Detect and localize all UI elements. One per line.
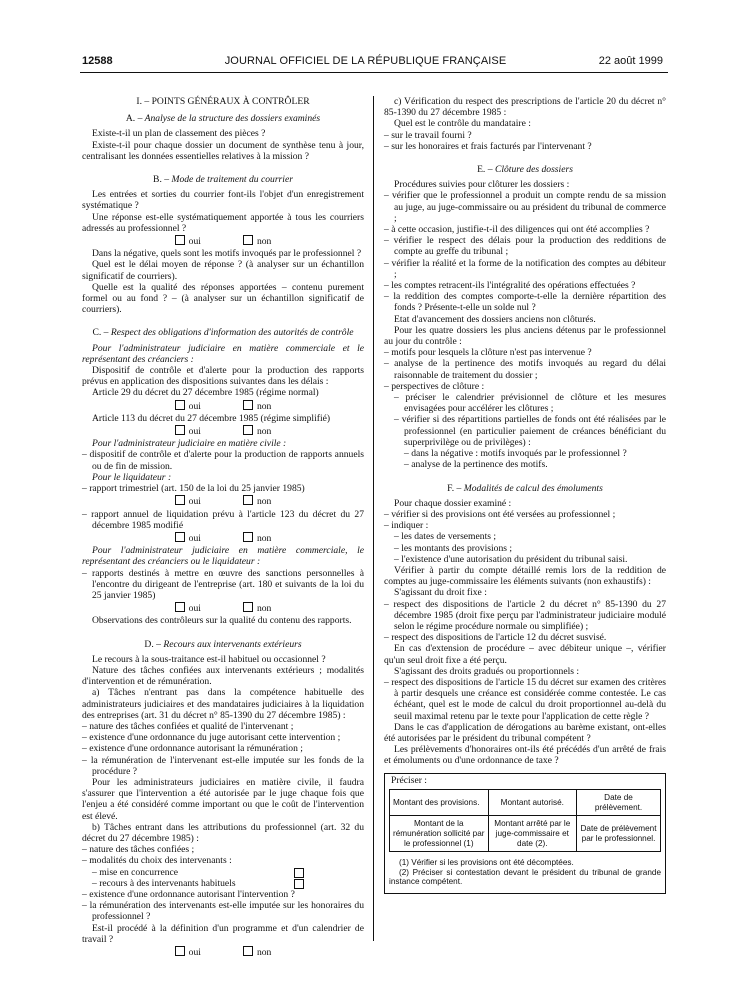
checkbox-oui[interactable] (175, 602, 185, 612)
list-item: – rapport trimestriel (art. 150 de la loi du 25 janvier 1985) (82, 483, 305, 495)
paragraph: S'agissant des droits gradués ou proportionnels : (394, 665, 580, 677)
list-item: – l'existence d'une autorisation du président du tribunal saisi. (394, 553, 628, 565)
page-number: 12588 (82, 55, 113, 67)
subheading: Pour l'administrateur judiciaire en matière civile : (92, 438, 287, 450)
table-cell: Date de prélèvement par le professionnel. (577, 816, 661, 852)
paragraph: Etat d'avancement des dossiers anciens non clôturés. (394, 313, 596, 325)
paragraph: Est-il procédé à la définition d'un programme et d'un calendrier de travail ? (82, 922, 364, 945)
section-heading: I. – POINTS GÉNÉRAUX À CONTRÔLER (136, 96, 310, 107)
list-item: – motifs pour lesquels la clôture n'est pas intervenue ? (384, 347, 592, 359)
list-item: – les montants des provisions ; (394, 542, 513, 554)
paragraph: Procédures suivies pour clôturer les dossiers : (394, 179, 570, 191)
paragraph: Existe-t-il pour chaque dossier un document de synthèse tenu à jour, centralisant les données essentielles relatives à la mission ? (82, 139, 364, 162)
paragraph: Article 113 du décret du 27 décembre 1985 (régime simplifié) (92, 412, 331, 424)
oui-non-checkboxes: oui non (82, 495, 364, 507)
section-d-heading: D. – Recours aux intervenants extérieurs (144, 638, 302, 650)
page-header (0, 55, 731, 71)
paragraph: Vérifier à partir du compte détaillé remis lors de la reddition de comptes au juge-commissaire les éléments suivants (non exhaustifs) : (384, 564, 666, 588)
paragraph: Pour chaque dossier examiné : (394, 497, 512, 509)
list-item: – la reddition des comptes comporte-t-elle la dernière répartition des fonds ? Présente-t-elle un solde nul ? (384, 291, 666, 314)
issue-date: 22 août 1999 (598, 55, 663, 67)
checkbox-habituels[interactable] (294, 879, 304, 889)
list-item: – rapports destinés à mettre en œuvre des sanctions personnelles à l'encontre du dirigeant de l'entreprise (art. 180 et suivants de la loi du 25 janvier 1985) (82, 567, 364, 601)
checkbox-non[interactable] (243, 235, 253, 245)
paragraph: Quel est le délai moyen de réponse ? (à analyser sur un échantillon significatif de courriers). (82, 259, 364, 282)
list-item: – recours à des intervenants habituels (82, 878, 364, 889)
list-item: – respect des dispositions de l'article 12 du décret susvisé. (384, 632, 607, 644)
paragraph: Quel est le contrôle du mandataire : (394, 118, 531, 130)
paragraph: Le recours à la sous-traitance est-il habituel ou occasionnel ? (92, 653, 326, 665)
list-item: – sur le travail fourni ? (384, 129, 472, 141)
list-item: – les comptes retracent-ils l'intégralité des opérations effectuées ? (384, 280, 636, 292)
checkbox-oui[interactable] (175, 235, 185, 245)
section-a-heading: A. – Analyse de la structure des dossiers examinés (125, 113, 321, 125)
table-cell: Montant autorisé. (488, 790, 577, 816)
paragraph: En cas d'extension de procédure – avec débiteur unique –, vérifier qu'un seul droit fixe a été perçu. (384, 643, 666, 666)
checkbox-oui[interactable] (175, 946, 185, 956)
list-item: – perspectives de clôture : (384, 380, 485, 392)
subheading: Pour l'administrateur judiciaire en matière commerciale, le représentant des créanciers ou le liquidateur : (82, 545, 364, 568)
list-item: – la rémunération de l'intervenant est-elle imputée sur les fonds de la procédure ? (82, 754, 364, 777)
table-cell: Date de prélèvement. (577, 790, 661, 816)
checkbox-oui[interactable] (175, 400, 185, 410)
oui-non-checkboxes: oui non (82, 400, 364, 412)
paragraph: Dans la négative, quels sont les motifs invoqués par le professionnel ? (92, 248, 362, 260)
paragraph: Article 29 du décret du 27 décembre 1985 (régime normal) (92, 387, 319, 399)
section-b-heading: B. – Mode de traitement du courrier (153, 174, 293, 186)
list-item: – à cette occasion, justifie-t-il des diligences qui ont été accomplies ? (384, 224, 650, 236)
column-divider (373, 96, 374, 941)
checkbox-non[interactable] (243, 602, 253, 612)
journal-title: JOURNAL OFFICIEL DE LA RÉPUBLIQUE FRANÇAISE (224, 55, 507, 67)
paragraph: Dispositif de contrôle et d'alerte pour la production des rapports prévus en application des dispositions suivantes dans les délais : (82, 365, 364, 388)
checkbox-oui[interactable] (175, 532, 185, 542)
list-item: – vérifier si des provisions ont été versées au professionnel ; (384, 508, 616, 520)
checkbox-non[interactable] (243, 946, 253, 956)
list-item: – vérifier la réalité et la forme de la notification des comptes au débiteur ; (384, 257, 666, 280)
oui-non-checkboxes: oui non (82, 532, 364, 544)
emoluments-frame (384, 773, 666, 894)
list-item: – préciser le calendrier prévisionnel de clôture et les mesures envisagées pour accélérer les clôtures ; (394, 392, 666, 415)
table-cell: Montant des provisions. (390, 790, 489, 816)
checkbox-non[interactable] (243, 532, 253, 542)
list-item: – existence d'une ordonnance autorisant la rémunération ; (82, 743, 303, 755)
checkbox-non[interactable] (243, 400, 253, 410)
checkbox-non[interactable] (243, 425, 253, 435)
footnote: (2) Préciser si contestation devant le président du tribunal de grande instance compétent. (389, 867, 661, 887)
table-row (390, 790, 661, 816)
table-row (390, 816, 661, 852)
paragraph: Existe-t-il un plan de classement des pièces ? (92, 128, 266, 140)
list-item: – analyse de la pertinence des motifs. (404, 459, 548, 471)
list-item: – vérifier le respect des délais pour la production des redditions de compte au greffe du tribunal ; (384, 235, 666, 258)
section-c-heading: C. – Respect des obligations d'information des autorités de contrôle (92, 327, 354, 339)
list-item: – vérifier que le professionnel a produit un compte rendu de sa mission au juge, au juge-commissaire ou au président du tribunal de commerce ; (384, 190, 666, 224)
oui-non-checkboxes: oui non (82, 425, 364, 437)
table-notes (389, 858, 661, 887)
list-item: – nature des tâches confiées ; (82, 844, 195, 856)
paragraph: Les prélèvements d'honoraires ont-ils été précédés d'un arrêté de frais et émoluments ou d'une ordonnance de taxe ? (384, 744, 666, 767)
table-cell: Montant de la rémunération sollicité par le professionnel (1) (390, 816, 489, 852)
list-item: – mise en concurrence (82, 867, 364, 878)
list-item: – les dates de versements ; (394, 531, 497, 543)
list-item: – analyse de la pertinence des motifs invoqués au regard du délai raisonnable de traitement du dossier ; (384, 358, 666, 381)
right-column (384, 96, 666, 894)
oui-non-checkboxes: oui non (82, 946, 364, 958)
list-item: – dispositif de contrôle et d'alerte pour la production de rapports annuels ou de fin de mission. (82, 449, 364, 472)
paragraph: Une réponse est-elle systématiquement apportée à tous les courriers adressés au professionnel ? (82, 211, 364, 234)
paragraph: S'agissant du droit fixe : (394, 587, 487, 599)
list-item: – sur les honoraires et frais facturés par l'intervenant ? (384, 140, 592, 152)
list-item: – modalités du choix des intervenants : (82, 855, 232, 867)
paragraph: Observations des contrôleurs sur la qualité du contenu des rapports. (92, 615, 352, 627)
paragraph: a) Tâches n'entrant pas dans la compétence habituelle des administrateurs judiciaires et des mandataires judiciaires à la liquidation des entreprises (art. 31 du décret n° 85-1390 du 27 décembre 1985) : (82, 687, 364, 721)
paragraph: Pour les administrateurs judiciaires en matière civile, il faudra s'assurer que l'intervention a été autorisée par le juge chaque fois que l'enjeu a été considéré comme important ou que le coût de l'intervention est élevé. (82, 776, 364, 822)
subheading: Pour l'administrateur judiciaire en matière commerciale et le représentant des créanciers : (82, 342, 364, 365)
oui-non-checkboxes: oui non (82, 602, 364, 614)
header-rule (80, 72, 668, 73)
paragraph: b) Tâches entrant dans les attributions du professionnel (art. 32 du décret du 27 décembre 1985) : (82, 821, 364, 844)
list-item: – existence d'une ordonnance du juge autorisant cette intervention ; (82, 732, 341, 744)
paragraph: Dans le cas d'application de dérogations au barème existant, ont-elles été autorisées par le président du tribunal compétent ? (384, 721, 666, 744)
checkbox-non[interactable] (243, 495, 253, 505)
list-item: – nature des tâches confiées et qualité de l'intervenant ; (82, 720, 294, 732)
list-item: – indiquer : (384, 520, 429, 532)
checkbox-oui[interactable] (175, 425, 185, 435)
paragraph: Les entrées et sorties du courrier font-ils l'objet d'un enregistrement systématique ? (82, 189, 364, 212)
list-item: – dans la négative : motifs invoqués par le professionnel ? (404, 448, 627, 460)
left-column (82, 96, 364, 959)
paragraph: Pour les quatre dossiers les plus anciens détenus par le professionnel au jour du contrôle : (384, 324, 666, 348)
paragraph: Nature des tâches confiées aux intervenants extérieurs ; modalités d'intervention et de rémunération. (82, 664, 364, 688)
table-cell: Montant arrêté par le juge-commissaire et date (2). (488, 816, 577, 852)
preciser-label: Préciser : (391, 774, 427, 786)
subheading: Pour le liquidateur : (92, 471, 172, 483)
paragraph: c) Vérification du respect des prescriptions de l'article 20 du décret n° 85-1390 du 27 décembre 1985 : (384, 96, 666, 119)
section-e-heading: E. – Clôture des dossiers (477, 164, 573, 176)
checkbox-oui[interactable] (175, 495, 185, 505)
list-item: – la rémunération des intervenants est-elle imputée sur les honoraires du professionnel ? (82, 900, 364, 923)
footnote: (1) Vérifier si les provisions ont été décomptées. (399, 858, 574, 868)
list-item: – rapport annuel de liquidation prévu à l'article 123 du décret du 27 décembre 1985 modifié (82, 508, 364, 531)
list-item: – respect des dispositions de l'article 2 du décret n° 85-1390 du 27 décembre 1985 (droit fixe perçu par l'administrateur judiciaire modulé selon le régime procédure normale ou simplifiée) ; (384, 598, 666, 632)
list-item: – vérifier si des répartitions partielles de fonds ont été réalisées par le professionnel (en particulier paiement de créances bénéficiant du superprivilège ou de privilèges) : (394, 414, 666, 448)
oui-non-checkboxes: oui non (82, 235, 364, 247)
checkbox-concurrence[interactable] (294, 868, 304, 878)
paragraph: Quelle est la qualité des réponses apportées – contenu purement formel ou au fond ? – (à analyser sur un échantillon significatif de courriers). (82, 281, 364, 316)
section-f-heading: F. – Modalités de calcul des émoluments (447, 482, 603, 494)
list-item: – existence d'une ordonnance autorisant l'intervention ? (82, 889, 295, 900)
emoluments-table (389, 789, 661, 852)
list-item: – respect des dispositions de l'article 15 du décret sur examen des critères à partir desquels une créance est considérée comme contestée. Le cas échéant, quel est le mode de calcul du droit proportionnel au-delà du seuil maximal retenu par le texte pour l'application de cette règle ? (384, 676, 666, 722)
